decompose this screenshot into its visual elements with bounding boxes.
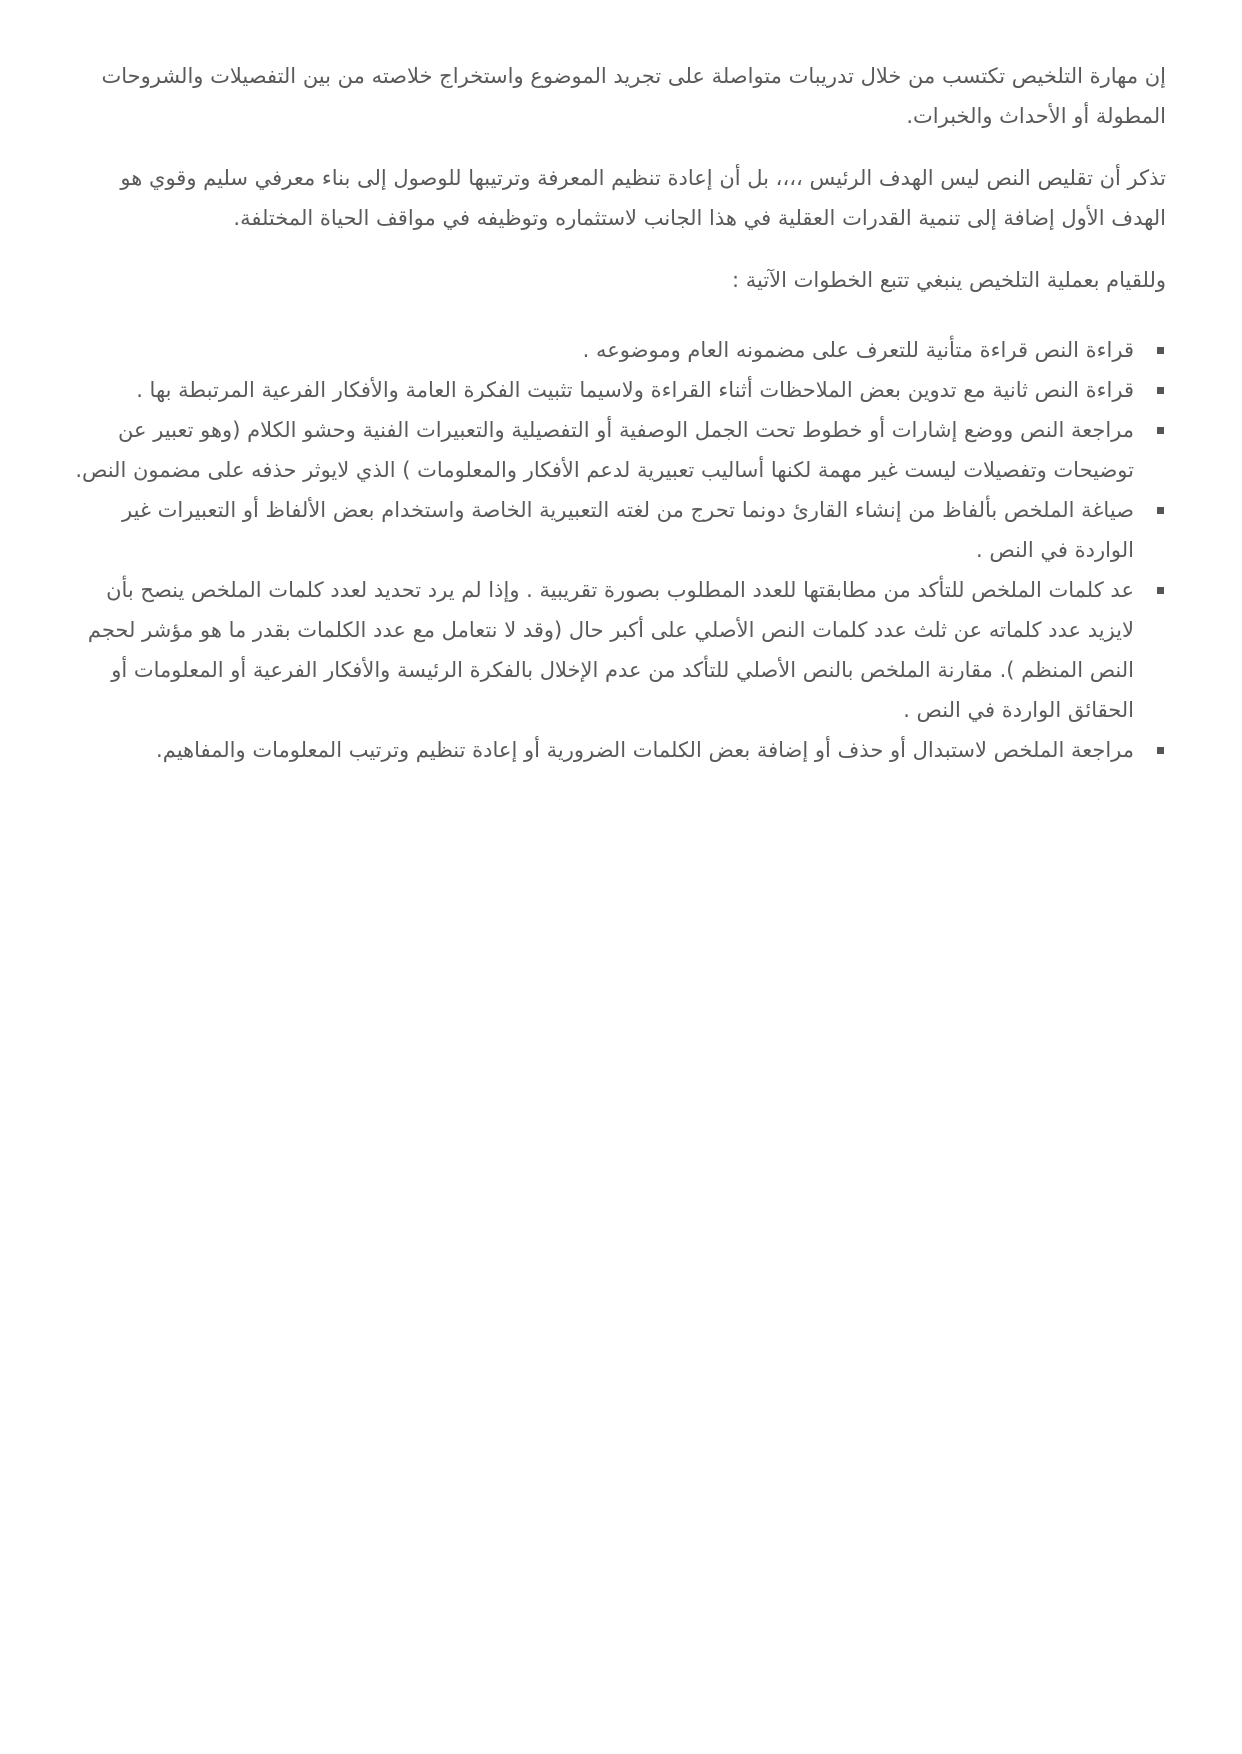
step-text: مراجعة النص ووضع إشارات أو خطوط تحت الجمل الوصفية أو التفصيلية والتعبيرات الفنية وحشو الكلام (وهو تعبير عن توضيحات وتفصيلات ليست غير مهمة لكنها أساليب تعبيرية لدعم الأفكار والمعلومات ) الذي لايوثر حذفه على مضمون النص. [75,418,1134,482]
paragraph-steps-intro: وللقيام بعملية التلخيص ينبغي تتبع الخطوات الآتية : [731,268,1166,292]
step-text: مراجعة الملخص لاستبدال أو حذف أو إضافة بعض الكلمات الضرورية أو إعادة تنظيم وترتيب المعلومات والمفاهيم. [156,738,1134,762]
list-item [70,490,1134,570]
square-bullet-icon [1157,387,1164,394]
paragraph-intro: إن مهارة التلخيص تكتسب من خلال تدريبات متواصلة على تجريد الموضوع واستخراج خلاصته من بين التفصيلات والشروحات المطولة أو الأحداث والخبرات. [101,64,1166,128]
list-item [70,730,1134,770]
step-text: قراءة النص قراءة متأنية للتعرف على مضمونه العام وموضوعه . [582,338,1134,362]
step-text: عد كلمات الملخص للتأكد من مطابقتها للعدد المطلوب بصورة تقريبية . وإذا لم يرد تحديد لعدد كلمات الملخص ينصح بأن لايزيد عدد كلماته عن ثلث عدد كلمات النص الأصلي على أكبر حال (وقد لا نتعامل مع عدد الكلمات بقدر ما هو مؤشر لحجم النص المنظم ). مقارنة الملخص بالنص الأصلي للتأكد من عدم الإخلال بالفكرة الرئيسة والأفكار الفرعية أو المعلومات أو الحقائق الواردة في النص . [87,578,1134,722]
square-bullet-icon [1157,507,1164,514]
list-item [70,570,1134,730]
step-text: قراءة النص ثانية مع تدوين بعض الملاحظات أثناء القراءة ولاسيما تثبيت الفكرة العامة والأفكار الفرعية المرتبطة بها . [136,378,1134,402]
square-bullet-icon [1157,427,1164,434]
list-item [70,410,1134,490]
list-item [70,330,1134,370]
step-text: صياغة الملخص بألفاظ من إنشاء القارئ دونما تحرج من لغته التعبيرية الخاصة واستخدام بعض الألفاظ أو التعبيرات غير الواردة في النص . [122,498,1134,562]
paragraph-reminder: تذكر أن تقليص النص ليس الهدف الرئيس ،،،، بل أن إعادة تنظيم المعرفة وترتيبها للوصول إلى بناء معرفي سليم وقوي هو الهدف الأول إضافة إلى تنمية القدرات العقلية في هذا الجانب لاستثماره وتوظيفه في مواقف الحياة المختلفة. [120,166,1166,230]
square-bullet-icon [1157,747,1164,754]
square-bullet-icon [1157,347,1164,354]
document-body [70,56,1166,770]
list-item [70,370,1134,410]
steps-list [70,330,1166,770]
square-bullet-icon [1157,587,1164,594]
